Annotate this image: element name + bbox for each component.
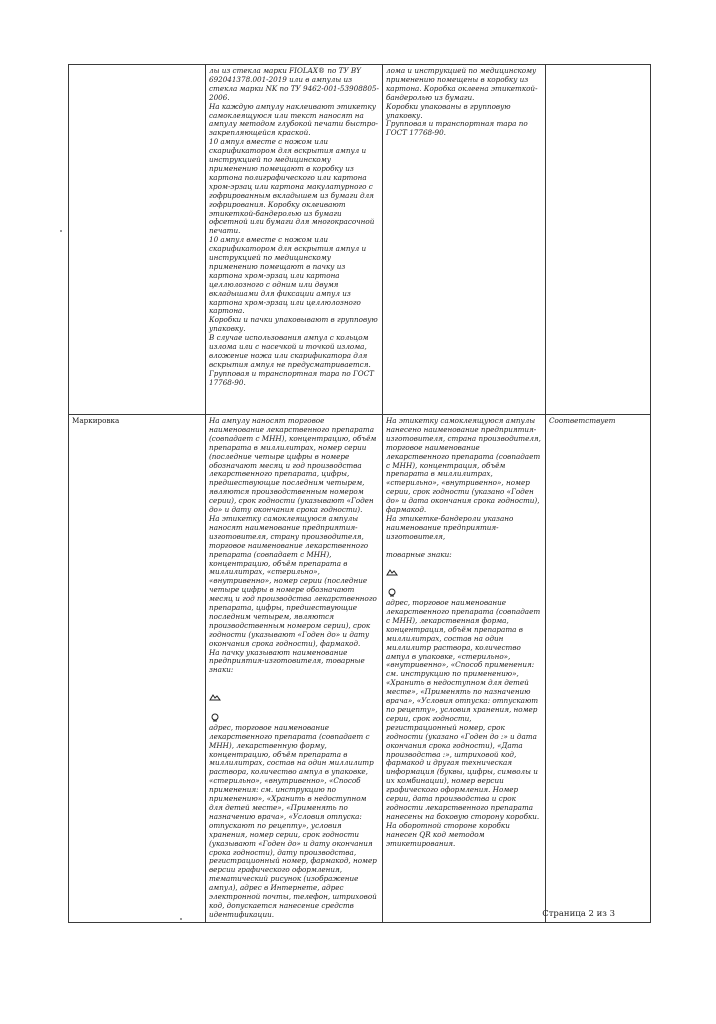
row-label-cell — [69, 65, 206, 415]
requirement-cell — [206, 65, 383, 415]
paragraph: Коробки упакованы в групповую упаковку. — [386, 101, 511, 120]
paragraph: лома и инструкцией по медицинскому применению помещены в коробку из картона. Коробка оклеена этикеткой-бандеролью из бумаги. — [386, 66, 538, 102]
result-cell — [383, 415, 546, 923]
paragraph: Групповая и транспортная тара по ГОСТ 17768-90. — [386, 119, 528, 138]
trademark-text: адрес, торговое наименование лекарственного препарата (совпадает с МНН), лекарственная форма, концентрация, объём препарата в миллилитрах, состав на один миллилитр раствора, количество ампул в упаковке, «стерильно», «внутривенно», «Способ применения: см. инструкцию по применению», «Хранить в недоступном для детей месте», «Применять по назначению врача», «Условия отпуска: отпускают по рецепту», условия хранения, номер серии, срок годности, регистрационный номер, срок годности (указано «Годен до :» и дата окончания срока годности), «Дата производства :», штриховой код, фармакод и другая техническая информация (буквы, цифры, символы и их комбинации), номер версии графического оформления. Номер серии, дата производства и срок годности лекарственного препарата нанесены на боковую сторону коробки. На оборотной стороне коробки нанесен QR код методом этикетирования. — [386, 598, 541, 848]
trademark-text: адрес, торговое наименование лекарственного препарата (совпадает с МНН), лекарственную форму, концентрацию, объём препарата в миллилитрах, состав на один миллилитр раствора, количество ампул в упаковке, «стерильно», «внутривенно», «Способ применения: см. инструкцию по применению», «Хранить в недоступном для детей месте», «Применять по назначению врача», «Условия отпуска: отпускают по рецепту», условия хранения, номер серии, срок годности (указывают «Годен до» и дату окончания срока годности), дату производства, регистрационный номер, фармакод, номер версии графического оформления, тематический рисунок (изображение ампул), адрес в Интернете, адрес электронной почты, телефон, штриховой код, допускается нанесение средств идентификации. — [209, 722, 377, 919]
paragraph: На пачку указывают наименование предприятия-изготовителя, товарные знаки: — [209, 647, 365, 675]
trademark-logo-icon — [209, 684, 221, 693]
row-label-cell: Маркировка — [69, 415, 206, 923]
trademarks-label: товарные знаки: — [386, 549, 452, 559]
paragraph: лы из стекла марки FIOLAX® по ТУ BY 692041378.001-2019 или в ампулы из стекла марки NK по ТУ 9462-001-53908805-2006. — [209, 66, 379, 102]
paragraph: 10 ампул вместе с ножом или скарификатором для вскрытия ампул и инструкцией по медицинскому применению помещают в коробку из картона полиграфического или картона хром-эрзац или картона макулатурного с гофрированным вкладышем из бумаги для гофрирования. Коробку оклеивают этикеткой-бандеролью из бумаги офсетной или бумаги для многокрасочной печати. — [209, 137, 375, 236]
trademark-figure-icon — [386, 579, 398, 588]
conclusion-cell: Соответствует — [546, 415, 651, 923]
specification-table — [68, 64, 651, 923]
paragraph: На ампулу наносят торговое наименование лекарственного препарата (совпадает с МНН), концентрацию, объём препарата в миллилитрах, номер серии (последние четыре цифры в номере обозначают месяц и год производства лекарственного препарата, цифры, предшествующие последним четырем, являются производственным номером серии), срок годности (указывают «Годен до» и дату окончания срока годности). — [209, 416, 377, 515]
paragraph: Коробки и пачки упаковывают в групповую упаковку. — [209, 315, 378, 334]
paragraph: В случае использования ампул с кольцом излома или с насечкой и точкой излома, вложение ножа или скарификатора для вскрытия ампул не предусматривается. — [209, 333, 371, 369]
paragraph: На каждую ампулу наклеивают этикетку самоклеящуюся или текст наносят на ампулу методом глубокой печати быстро-закрепляющейся краской. — [209, 101, 378, 138]
conclusion-cell — [546, 65, 651, 415]
paragraph: На этикетку самоклеящуюся ампулы нанесено наименование предприятия-изготовителя, страна производителя, торговое наименование лекарственного препарата (совпадает с МНН), концентрация, объём препарата в миллилитрах, «стерильно», «внутривенно», номер серии, срок годности (указано «Годен до» и дата окончания срока годности), фармакод. — [386, 416, 541, 515]
paragraph: Групповая и транспортная тара по ГОСТ 17768-90. — [209, 368, 374, 387]
paragraph: 10 ампул вместе с ножом или скарификатором для вскрытия ампул и инструкцией по медицинскому применению помещают в пачку из картона хром-эрзац или картона целлюлозного с одним или двумя вкладышами для фиксации ампул из картона хром-эрзац или целлюлозного картона. — [209, 235, 367, 316]
scan-speck — [60, 230, 62, 232]
table-row — [69, 415, 651, 923]
table-row — [69, 65, 651, 415]
result-cell — [383, 65, 546, 415]
trademark-logo-icon — [386, 560, 398, 569]
paragraph: На этикетку самоклеящуюся ампулы наносят наименование предприятия-изготовителя, страну производителя, торговое наименование лекарственного препарата (совпадает с МНН), концентрацию, объём препарата в миллилитрах, «стерильно», «внутривенно», номер серии (последние четыре цифры в номере обозначают месяц и год производства лекарственного препарата, цифры, предшествующие последним четырем, являются производственным номером серии), срок годности (указывают «Годен до» и дату окончания срока годности), фармакод. — [209, 513, 377, 648]
requirement-cell — [206, 415, 383, 923]
scan-speck — [180, 918, 182, 920]
paragraph: На этикетке-бандероли указано наименование предприятия-изготовителя, — [386, 513, 514, 541]
paragraph-with-trademarks — [209, 675, 379, 919]
trademark-figure-icon — [209, 704, 221, 713]
page-number: Страница 2 из 3 — [542, 909, 615, 919]
paragraph-with-trademarks — [386, 542, 542, 849]
